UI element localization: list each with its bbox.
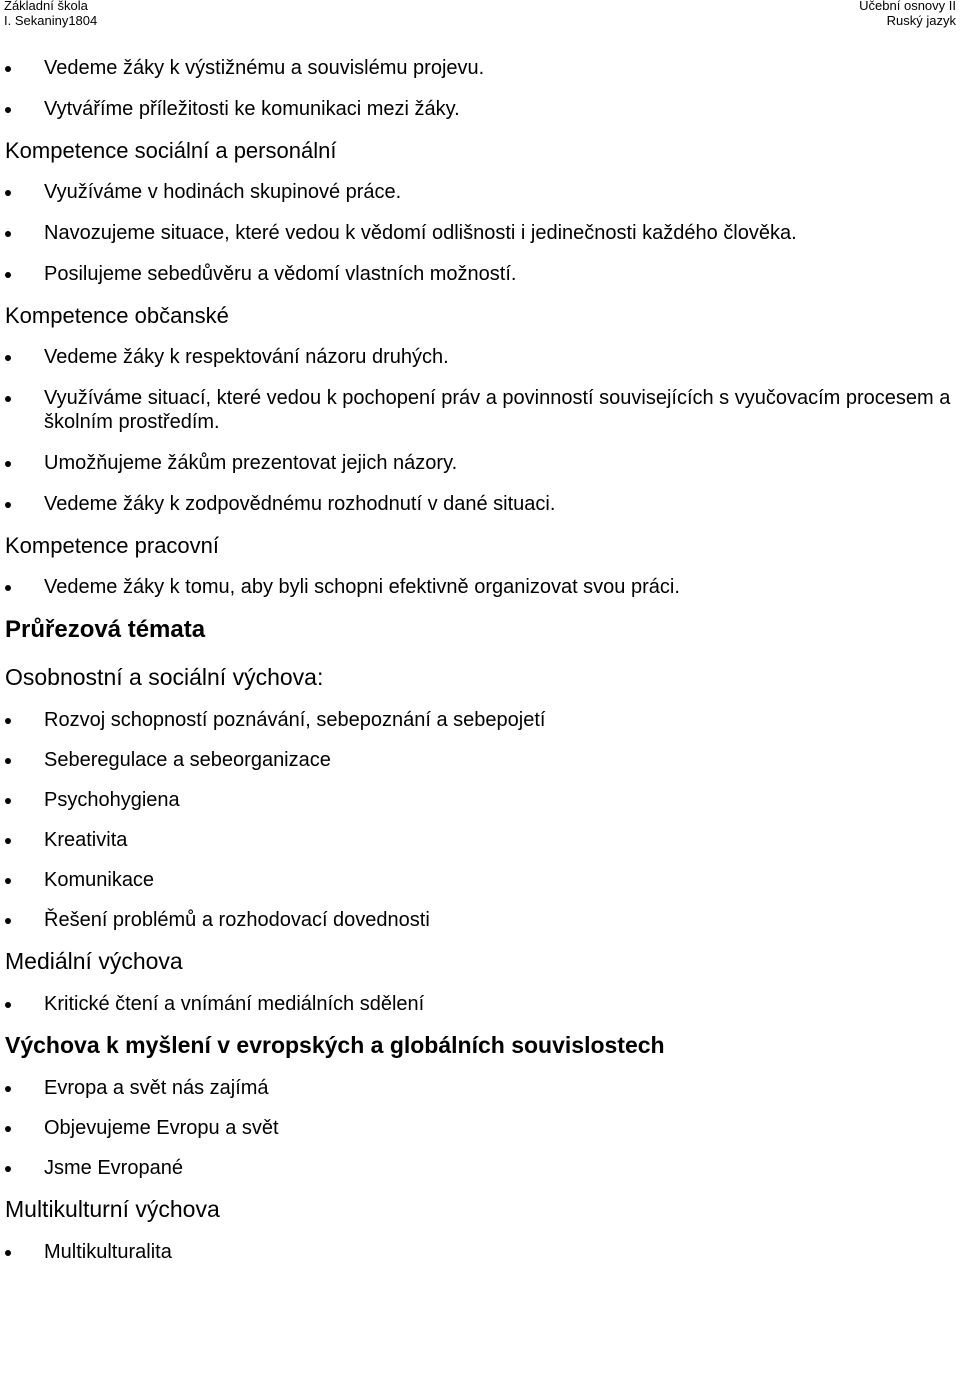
- list-item: Vytváříme příležitosti ke komunikaci mezi žáky.: [0, 97, 960, 121]
- list-item: Seberegulace a sebeorganizace: [0, 748, 960, 772]
- list-item: Vedeme žáky k výstižnému a souvislému projevu.: [0, 56, 960, 80]
- header-left: [4, 0, 97, 28]
- list-item: Psychohygiena: [0, 788, 960, 812]
- topic-title-personal: Osobnostní a sociální výchova:: [5, 664, 324, 690]
- list-item: Umožňujeme žákům prezentovat jejich názory.: [0, 451, 960, 475]
- topic-title-multicultural: Multikulturní výchova: [5, 1196, 220, 1222]
- topic-title-media: Mediální výchova: [5, 948, 183, 974]
- school-address: I. Sekaniny1804: [4, 13, 98, 28]
- list-item: Vedeme žáky k zodpovědnému rozhodnutí v dané situaci.: [0, 492, 960, 516]
- intro-list: [0, 56, 960, 121]
- list-item: Využíváme situací, které vedou k pochopení práv a povinností souvisejících s vyučovacím procesem a školním prostředím.: [0, 386, 960, 434]
- cross-topics-title: Průřezová témata: [5, 616, 206, 643]
- list-item: Komunikace: [0, 868, 960, 892]
- topic-title-europe: Výchova k myšlení v evropských a globálních souvislostech: [5, 1032, 665, 1058]
- list-item: Objevujeme Evropu a svět: [0, 1116, 960, 1140]
- multicultural-list: [0, 1240, 960, 1264]
- list-item: Evropa a svět nás zajímá: [0, 1076, 960, 1100]
- subject-name: Ruský jazyk: [886, 13, 956, 28]
- list-item: Vedeme žáky k respektování názoru druhých.: [0, 345, 960, 369]
- document-body: [0, 56, 960, 1280]
- media-list: [0, 992, 960, 1016]
- list-item: Vedeme žáky k tomu, aby byli schopni efektivně organizovat svou práci.: [0, 575, 960, 599]
- section-title-social: Kompetence sociální a personální: [5, 138, 337, 163]
- list-item: Řešení problémů a rozhodovací dovednosti: [0, 908, 960, 932]
- work-list: [0, 575, 960, 599]
- list-item: Jsme Evropané: [0, 1156, 960, 1180]
- social-list: [0, 180, 960, 286]
- personal-list: [0, 708, 960, 932]
- europe-list: [0, 1076, 960, 1180]
- page-header: [0, 0, 960, 30]
- section-title-civic: Kompetence občanské: [5, 303, 229, 328]
- list-item: Kritické čtení a vnímání mediálních sdělení: [0, 992, 960, 1016]
- civic-list: [0, 345, 960, 516]
- list-item: Posilujeme sebedůvěru a vědomí vlastních možností.: [0, 262, 960, 286]
- document-title: Učební osnovy II: [859, 0, 956, 13]
- school-name: Základní škola: [4, 0, 88, 13]
- section-title-work: Kompetence pracovní: [5, 533, 220, 558]
- list-item: Multikulturalita: [0, 1240, 960, 1264]
- list-item: Rozvoj schopností poznávání, sebepoznání a sebepojetí: [0, 708, 960, 732]
- list-item: Kreativita: [0, 828, 960, 852]
- list-item: Navozujeme situace, které vedou k vědomí odlišnosti i jedinečnosti každého člověka.: [0, 221, 960, 245]
- header-right: [859, 0, 956, 28]
- list-item: Využíváme v hodinách skupinové práce.: [0, 180, 960, 204]
